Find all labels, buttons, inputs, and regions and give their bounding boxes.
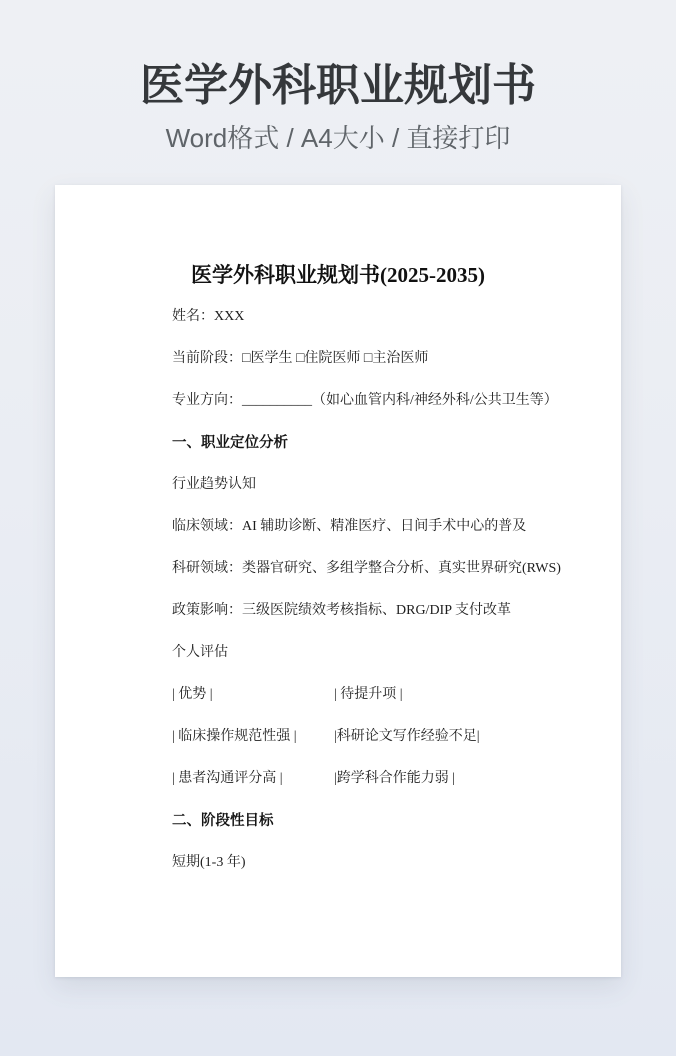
document-title: 医学外科职业规划书(2025-2035) bbox=[191, 263, 485, 287]
assessment-table-row bbox=[172, 674, 577, 716]
poster-header bbox=[0, 0, 676, 153]
field-name: 姓名：XXX bbox=[172, 309, 245, 324]
clinical-field-line: 临床领域：AI 辅助诊断、精准医疗、日间手术中心的普及 bbox=[172, 519, 527, 534]
policy-impact-line: 政策影响：三级医院绩效考核指标、DRG/DIP 支付改革 bbox=[172, 603, 511, 618]
assessment-cell-improvement-header: | 待提升项 | bbox=[334, 687, 403, 702]
poster-title: 医学外科职业规划书 bbox=[140, 61, 536, 110]
assessment-table-row bbox=[172, 716, 577, 758]
assessment-cell-strength-1: | 临床操作规范性强 | bbox=[172, 729, 297, 744]
field-current-stage: 当前阶段：□医学生 □住院医师 □主治医师 bbox=[172, 351, 429, 366]
assessment-table-row bbox=[172, 758, 577, 800]
section2-heading: 二、阶段性目标 bbox=[172, 813, 274, 829]
assessment-cell-improvement-1: |科研论文写作经验不足| bbox=[334, 729, 480, 744]
poster-subtitle: Word格式 / A4大小 / 直接打印 bbox=[165, 123, 511, 153]
section1-heading: 一、职业定位分析 bbox=[172, 435, 288, 451]
assessment-cell-strength-2: | 患者沟通评分高 | bbox=[172, 771, 283, 786]
personal-assessment-label: 个人评估 bbox=[172, 645, 228, 660]
assessment-cell-improvement-2: |跨学科合作能力弱 | bbox=[334, 771, 456, 786]
industry-trend-label: 行业趋势认知 bbox=[172, 477, 256, 492]
field-specialty-direction: 专业方向：__________（如心血管内科/神经外科/公共卫生等） bbox=[172, 393, 558, 408]
research-field-line: 科研领域：类器官研究、多组学整合分析、真实世界研究(RWS) bbox=[172, 561, 561, 576]
short-term-label: 短期(1-3 年) bbox=[172, 855, 246, 870]
document-paper bbox=[55, 185, 621, 977]
assessment-cell-strength-header: | 优势 | bbox=[172, 687, 213, 702]
